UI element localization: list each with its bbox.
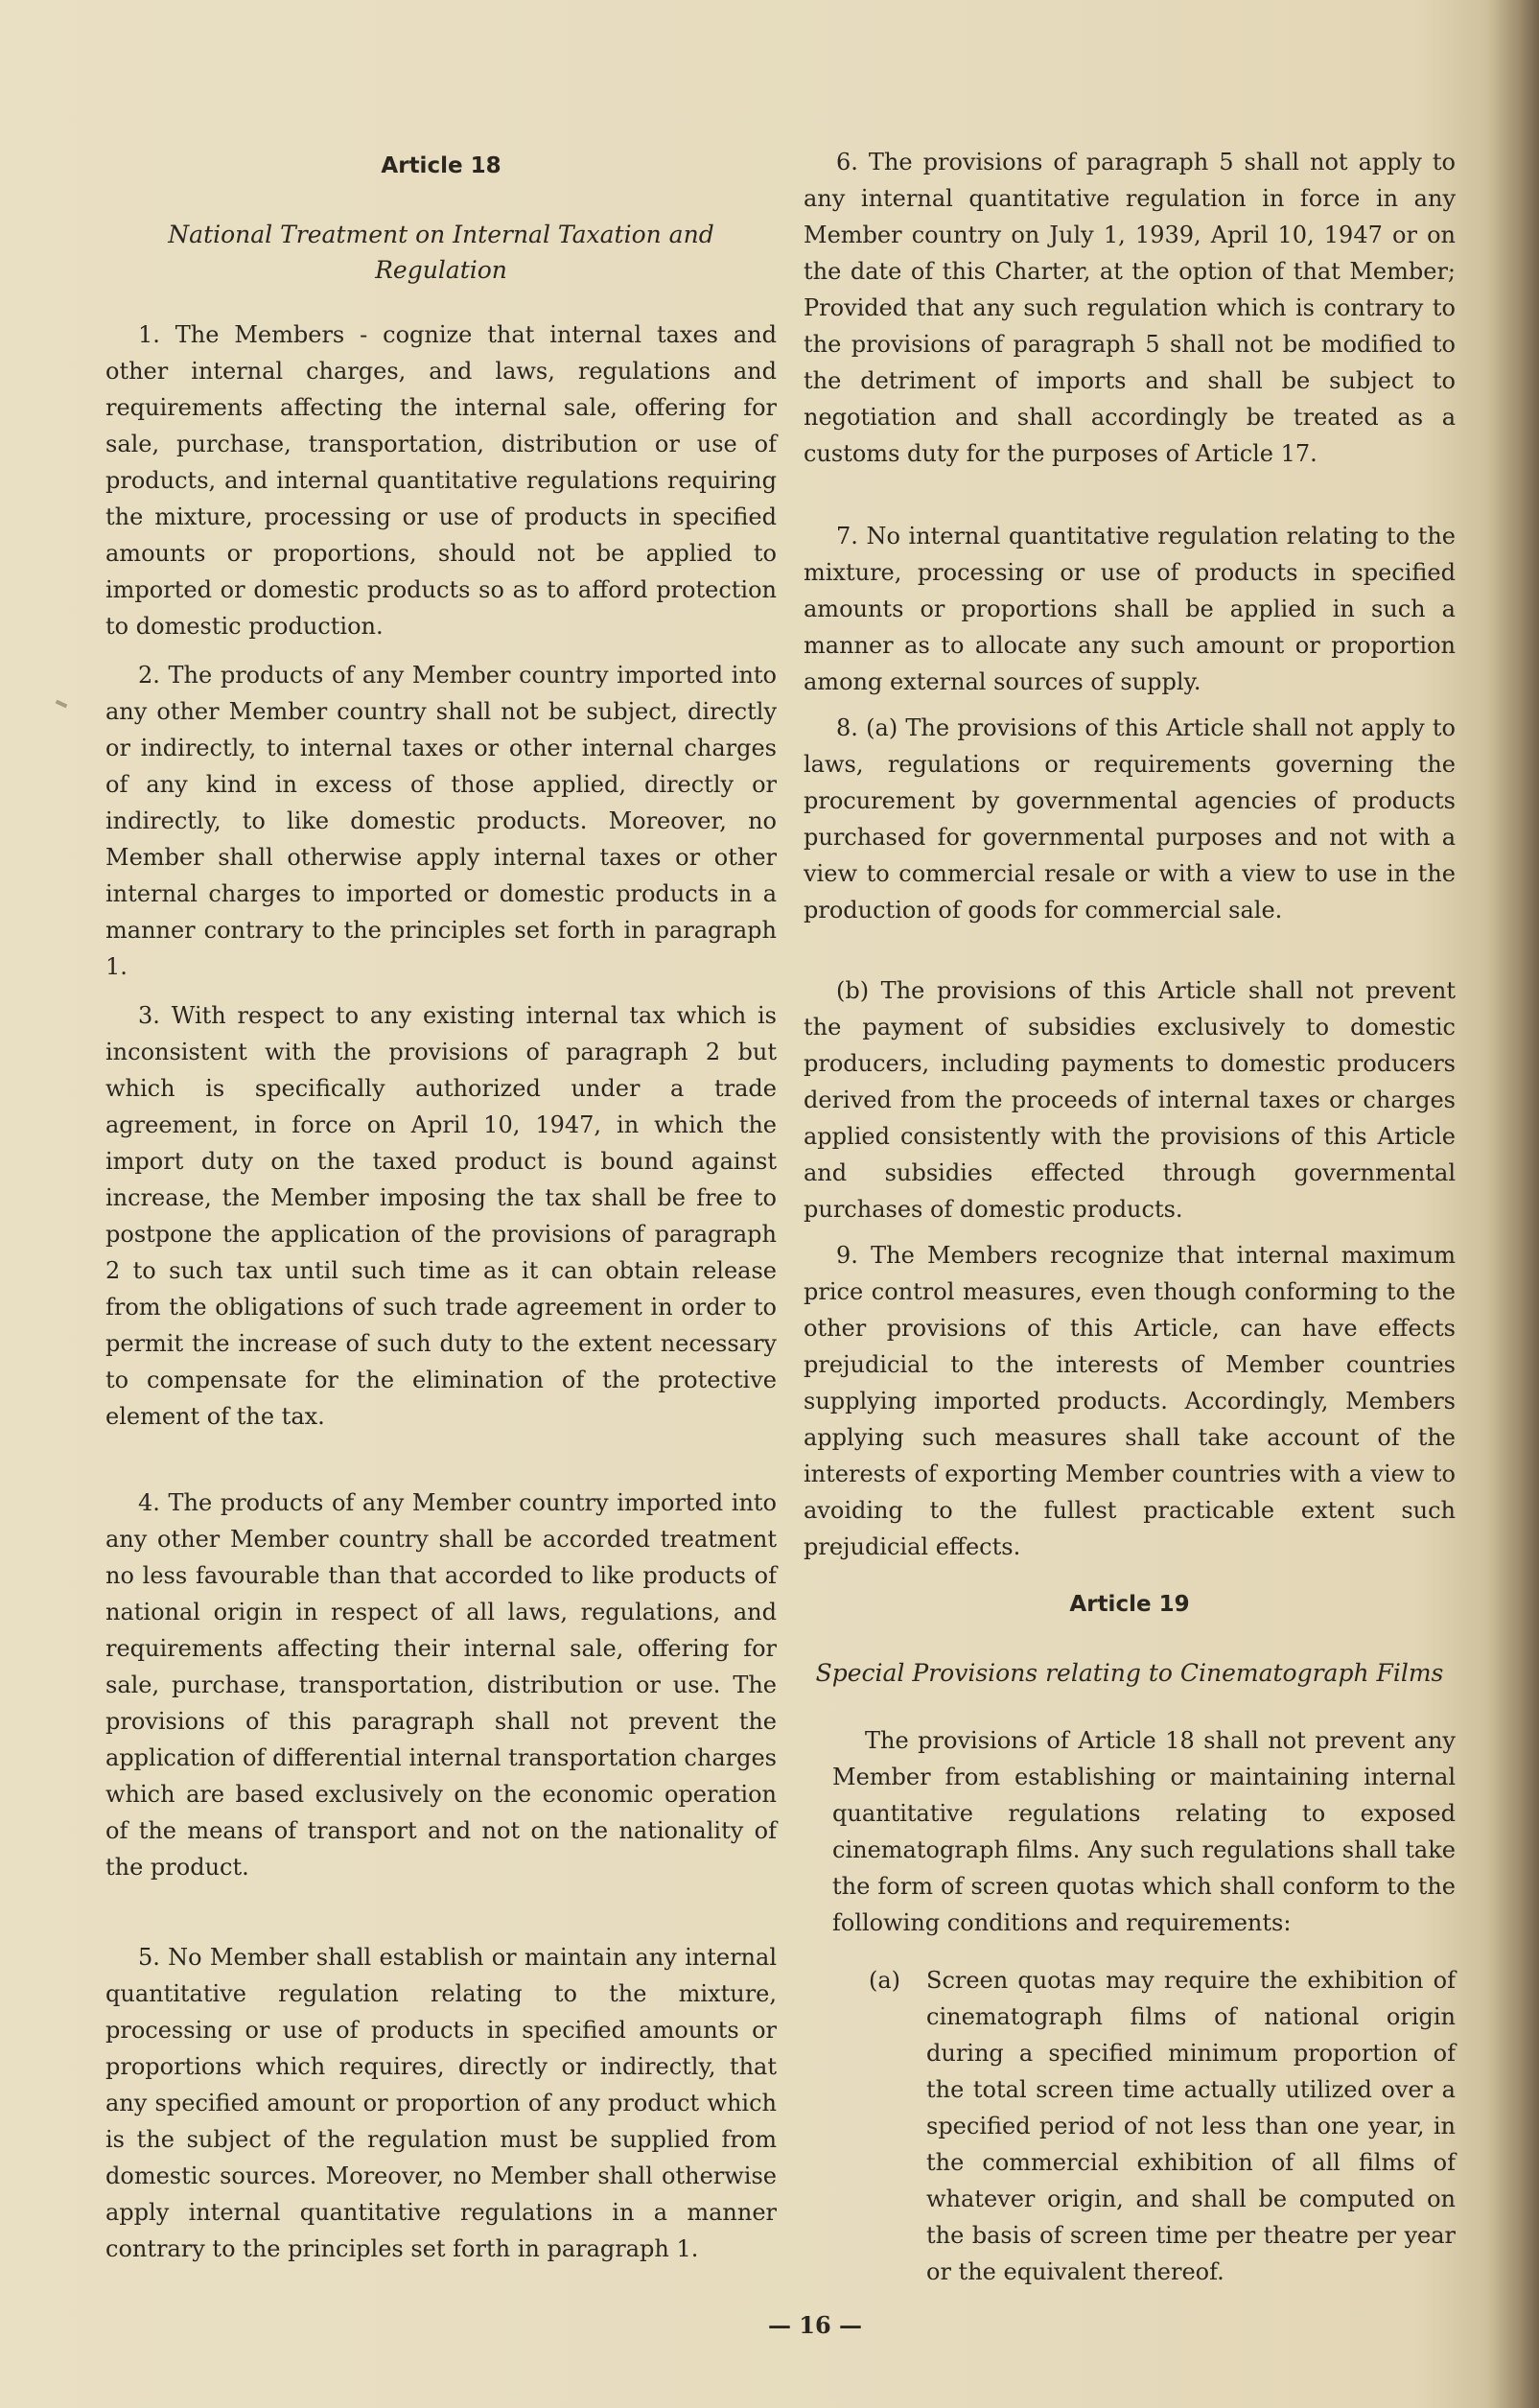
page-number: — 16 —	[767, 2311, 863, 2339]
article-19-subheading: Special Provisions relating to Cinematograph Films	[815, 1659, 1444, 1687]
paragraph-18-3: 3. With respect to any existing internal tax which is inconsistent with the provisions of paragraph 2 but which is specifically authorized under a trade agreement, in force on April 10, 1947, in which the import duty on the taxed product is bound against increase, the Member imposing the tax shall be free to postpone the application of the provisions of paragraph 2 to such tax until such time as it can obtain release from the obligations of such trade agreement in order to permit the increase of such duty to the extent necessary to compensate for the elimination of the protective element of the tax.	[105, 1002, 777, 1430]
article-19-heading: Article 19	[1069, 1592, 1190, 1617]
paragraph-18-4: 4. The products of any Member country imported into any other Member country shall be accorded treatment no less favourable than that accorded to like products of national origin in respect of all laws, regulations, and requirements affecting their internal sale, offering for sale, purchase, transportation, distribution or use. The provisions of this paragraph shall not prevent the application of differential internal transportation charges which are based exclusively on the economic operation of the means of transport and not on the nationality of the product.	[105, 1489, 777, 1881]
paragraph-18-8b: (b) The provisions of this Article shall not prevent the payment of subsidies exclusively to domestic producers, including payments to domestic producers derived from the proceeds of internal taxes or charges applied consistently with the provisions of this Article and subsidies effected through governmental purchases of domestic products.	[804, 977, 1456, 1223]
paragraph-18-7: 7. No internal quantitative regulation relating to the mixture, processing or use of products in specified amounts or proportions shall be applied in such a manner as to allocate any such amount or proportion among external sources of supply.	[804, 523, 1456, 695]
paragraph-18-5: 5. No Member shall establish or maintain any internal quantitative regulation relating to the mixture, processing or use of products in specified amounts or proportions which requires, directly or indirectly, that any specified amount or proportion of any product which is the subject of the regulation must be supplied from domestic sources. Moreover, no Member shall otherwise apply internal quantitative regulations in a manner contrary to the principles set forth in paragraph 1.	[105, 1944, 777, 2262]
paragraph-18-1: 1. The Members - cognize that internal taxes and other internal charges, and laws, regulations and requirements affecting the internal sale, offering for sale, purchase, transportation, distribution or use of products, and internal quantitative regulations requiring the mixture, processing or use of products in specified amounts or proportions, should not be applied to imported or domestic products so as to afford protection to domestic production.	[105, 321, 777, 640]
article-18-heading: Article 18	[381, 153, 501, 178]
item-a-marker: (a)	[869, 1967, 901, 1994]
book-spine-shadow	[1486, 0, 1539, 2408]
paragraph-18-9: 9. The Members recognize that internal maximum price control measures, even though conforming to the other provisions of this Article, can have effects prejudicial to the interests of Member countries supplying imported products. Accordingly, Members applying such measures shall take account of the interests of exporting Member countries with a view to avoiding to the fullest practicable extent such prejudicial effects.	[804, 1242, 1456, 1560]
article-19-item-a	[804, 1962, 1456, 2290]
item-a-text: Screen quotas may require the exhibition of cinematograph films of national origin during a specified minimum proportion of the total screen time actually utilized over a specified period of not less than one year, in the commercial exhibition of all films of whatever origin, and shall be computed on the basis of screen time per theatre per year or the equivalent thereof.	[926, 1967, 1456, 2285]
article-18-subheading: National Treatment on Internal Taxation and Regulation	[168, 221, 714, 284]
margin-mark	[56, 700, 68, 709]
paragraph-18-2: 2. The products of any Member country imported into any other Member country shall not be subject, directly or indirectly, to internal taxes or other internal charges of any kind in excess of those applied, directly or indirectly, to like domestic products. Moreover, no Member shall otherwise apply internal taxes or other internal charges to imported or domestic products in a manner contrary to the principles set forth in paragraph 1.	[105, 662, 777, 980]
paragraph-18-8a: 8. (a) The provisions of this Article shall not apply to laws, regulations or requirements governing the procurement by governmental agencies of products purchased for governmental purposes and not with a view to commercial resale or with a view to use in the production of goods for commercial sale.	[804, 714, 1456, 923]
paragraph-18-6: 6. The provisions of paragraph 5 shall not apply to any internal quantitative regulation in force in any Member country on July 1, 1939, April 10, 1947 or on the date of this Charter, at the option of that Member; Provided that any such regulation which is contrary to the provisions of paragraph 5 shall not be modified to the detriment of imports and shall be subject to negotiation and shall accordingly be treated as a customs duty for the purposes of Article 17.	[804, 149, 1456, 467]
article-19-intro: The provisions of Article 18 shall not prevent any Member from establishing or maintaining internal quantitative regulations relating to exposed cinematograph films. Any such regulations shall take the form of screen quotas which shall conform to the following conditions and requirements:	[832, 1727, 1456, 1936]
